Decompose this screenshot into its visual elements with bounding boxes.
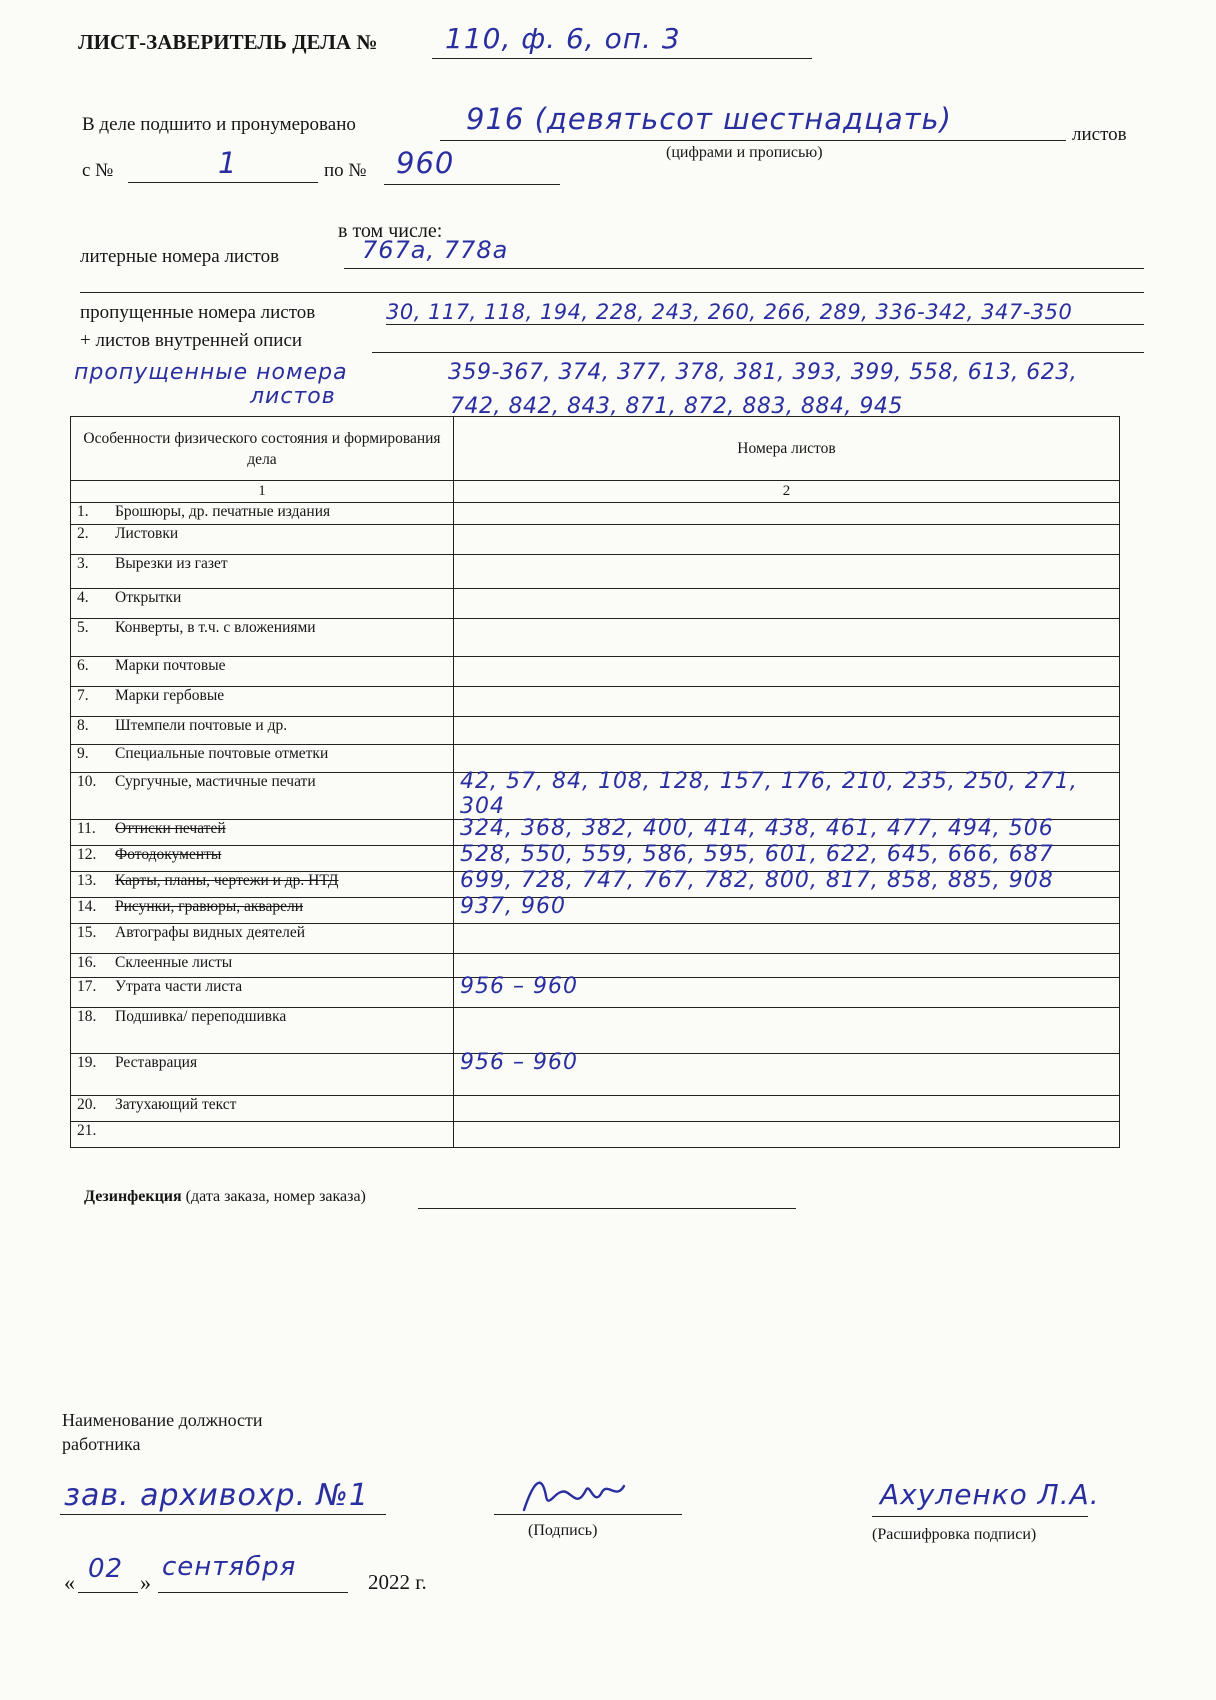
row-number: 3. <box>77 555 89 572</box>
row-label: Открытки <box>115 589 182 606</box>
row-feature-cell <box>71 687 454 717</box>
row-feature-cell <box>71 924 454 954</box>
row-sheet-numbers-cell <box>454 589 1120 619</box>
table-row <box>71 555 1120 589</box>
row-sheet-numbers-cell <box>454 687 1120 717</box>
count-label: В деле подшито и пронумеровано <box>82 114 356 135</box>
row-label: Автографы видных деятелей <box>115 924 306 941</box>
col2-header: Номера листов <box>454 417 1120 481</box>
row-sheet-numbers: 699, 728, 747, 767, 782, 800, 817, 858, 885, 908 <box>460 868 1054 893</box>
row-feature-cell <box>71 820 454 846</box>
table-body <box>71 503 1120 1148</box>
date-year: 2022 г. <box>368 1570 427 1594</box>
position-line <box>60 1514 386 1515</box>
range-from-value: 1 <box>218 146 238 180</box>
case-number-value: 110, ф. 6, оп. 3 <box>445 22 681 55</box>
row-label: Штемпели почтовые и др. <box>115 717 288 734</box>
letter-numbers-extra-line <box>80 292 1144 293</box>
row-feature-cell <box>71 1054 454 1096</box>
table-row <box>71 898 1120 924</box>
missing-numbers-line <box>386 324 1144 325</box>
row-number: 6. <box>77 657 89 674</box>
table-row <box>71 619 1120 657</box>
row-number: 4. <box>77 589 89 606</box>
row-sheet-numbers-cell <box>454 894 1120 924</box>
missing-numbers-value: 30, 117, 118, 194, 228, 243, 260, 266, 289, 336-342, 347-350 <box>386 300 1073 324</box>
decode-label: (Расшифровка подписи) <box>872 1526 1037 1543</box>
date-month-value: сентября <box>162 1552 297 1582</box>
row-number: 9. <box>77 745 89 762</box>
row-label: Специальные почтовые отметки <box>115 745 329 762</box>
row-feature-cell <box>71 872 454 898</box>
col1-header: Особенности физического состояния и формирования дела <box>71 417 454 481</box>
table-row <box>71 924 1120 954</box>
row-number: 8. <box>77 717 89 734</box>
row-number: 15. <box>77 924 97 941</box>
date-day-line <box>78 1592 138 1593</box>
range-to-label: по № <box>324 160 367 181</box>
row-number: 11. <box>77 820 96 837</box>
row-feature-cell <box>71 657 454 687</box>
row-feature-cell <box>71 898 454 924</box>
row-sheet-numbers-cell <box>454 717 1120 745</box>
signature-mark <box>520 1470 630 1520</box>
row-sheet-numbers-cell <box>454 769 1120 820</box>
row-label: Утрата части листа <box>115 978 243 995</box>
row-sheet-numbers: 956 – 960 <box>460 974 578 999</box>
letter-numbers-line <box>344 268 1144 269</box>
row-label: Конверты, в т.ч. с вложениями <box>115 619 316 636</box>
row-label: Марки почтовые <box>115 657 226 674</box>
range-from-line <box>128 182 318 183</box>
date-day-value: 02 <box>88 1554 124 1584</box>
letter-numbers-value: 767а, 778а <box>362 236 509 264</box>
position-value: зав. архивохр. №1 <box>64 1478 369 1513</box>
row-feature-cell <box>71 503 454 525</box>
row-number: 21. <box>77 1122 97 1139</box>
disinfection-label <box>84 1188 366 1206</box>
signature-line <box>494 1514 682 1515</box>
row-label: Рисунки, гравюры, акварели <box>115 898 304 915</box>
date-quote-close: » <box>140 1570 151 1595</box>
row-sheet-numbers-cell <box>454 1096 1120 1122</box>
table-row <box>71 503 1120 525</box>
table-row <box>71 1054 1120 1096</box>
missing-numbers-label: пропущенные номера листов <box>80 302 316 323</box>
date-month-line <box>158 1592 348 1593</box>
row-sheet-numbers: 42, 57, 84, 108, 128, 157, 176, 210, 235, 250, 271, 304 <box>460 769 1078 819</box>
row-number: 19. <box>77 1054 97 1071</box>
including-label: в том числе: <box>338 220 443 242</box>
row-number: 17. <box>77 978 97 995</box>
table-row <box>71 1122 1120 1148</box>
row-number: 2. <box>77 525 89 542</box>
row-number: 1. <box>77 503 89 520</box>
row-label: Брошюры, др. печатные издания <box>115 503 331 520</box>
disinfection-label-bold: Дезинфекция <box>84 1188 182 1205</box>
row-number: 10. <box>77 773 97 790</box>
table-row <box>71 717 1120 745</box>
col2-number: 2 <box>454 481 1120 503</box>
row-label: Склеенные листы <box>115 954 233 971</box>
row-label: Вырезки из газет <box>115 555 228 572</box>
col1-number: 1 <box>71 481 454 503</box>
row-sheet-numbers: 324, 368, 382, 400, 414, 438, 461, 477, 494, 506 <box>460 816 1054 841</box>
row-sheet-numbers: 956 – 960 <box>460 1050 578 1075</box>
row-feature-cell <box>71 525 454 555</box>
table-row <box>71 589 1120 619</box>
table-row <box>71 525 1120 555</box>
row-feature-cell <box>71 1008 454 1054</box>
row-number: 20. <box>77 1096 97 1113</box>
table-row <box>71 1008 1120 1054</box>
table-row <box>71 657 1120 687</box>
disinfection-line <box>418 1208 796 1209</box>
row-number: 18. <box>77 1008 97 1025</box>
count-line <box>440 140 1066 141</box>
row-feature-cell <box>71 978 454 1008</box>
row-feature-cell <box>71 555 454 589</box>
row-number: 5. <box>77 619 89 636</box>
count-hint: (цифрами и прописью) <box>666 144 823 161</box>
table-row <box>71 1096 1120 1122</box>
row-feature-cell <box>71 846 454 872</box>
range-from-label: с № <box>82 160 114 181</box>
row-label: Затухающий текст <box>115 1096 237 1113</box>
position-label-1: Наименование должности <box>62 1410 263 1430</box>
range-to-line <box>384 184 560 185</box>
row-sheet-numbers-cell <box>454 924 1120 954</box>
row-feature-cell <box>71 745 454 773</box>
row-label: Листовки <box>115 525 179 542</box>
row-feature-cell <box>71 1122 454 1148</box>
row-sheet-numbers-cell <box>454 503 1120 525</box>
row-feature-cell <box>71 589 454 619</box>
decode-value: Ахуленко Л.А. <box>880 1478 1100 1511</box>
row-label: Карты, планы, чертежи и др. НТД <box>115 872 339 889</box>
row-feature-cell <box>71 619 454 657</box>
row-sheet-numbers-cell <box>454 555 1120 589</box>
row-label: Сургучные, мастичные печати <box>115 773 316 790</box>
row-sheet-numbers-cell <box>454 1122 1120 1148</box>
row-sheet-numbers: 937, 960 <box>460 894 566 919</box>
row-feature-cell <box>71 773 454 820</box>
row-feature-cell <box>71 717 454 745</box>
row-number: 16. <box>77 954 97 971</box>
missing-note-label-1: пропущенные номера <box>74 360 348 385</box>
row-number: 14. <box>77 898 97 915</box>
row-label: Реставрация <box>115 1054 198 1071</box>
row-sheet-numbers-cell <box>454 1008 1120 1054</box>
row-label: Фотодокументы <box>115 846 222 863</box>
missing-note-label-2: листов <box>250 384 336 409</box>
date-quote-open: « <box>64 1570 75 1595</box>
range-to-value: 960 <box>396 146 455 180</box>
count-suffix: листов <box>1072 124 1127 145</box>
signature-label: (Подпись) <box>528 1522 598 1539</box>
row-label: Подшивка/ переподшивка <box>115 1008 287 1025</box>
row-feature-cell <box>71 1096 454 1122</box>
row-number: 13. <box>77 872 97 889</box>
inner-inventory-line <box>372 352 1144 353</box>
case-number-line <box>432 58 812 59</box>
row-sheet-numbers-cell <box>454 974 1120 1008</box>
row-number: 12. <box>77 846 97 863</box>
row-sheet-numbers: 528, 550, 559, 586, 595, 601, 622, 645, 666, 687 <box>460 842 1054 867</box>
page-title: ЛИСТ-ЗАВЕРИТЕЛЬ ДЕЛА № <box>78 30 378 54</box>
count-value: 916 (девятьсот шестнадцать) <box>466 102 952 136</box>
row-sheet-numbers-cell <box>454 1050 1120 1096</box>
missing-note-values-2: 742, 842, 843, 871, 872, 883, 884, 945 <box>450 394 903 419</box>
row-sheet-numbers-cell <box>454 619 1120 657</box>
row-label: Марки гербовые <box>115 687 225 704</box>
table-row <box>71 773 1120 820</box>
disinfection-label-rest: (дата заказа, номер заказа) <box>185 1188 366 1205</box>
decode-line <box>872 1516 1088 1517</box>
row-sheet-numbers-cell <box>454 525 1120 555</box>
inner-inventory-label: + листов внутренней описи <box>80 330 303 351</box>
row-number: 7. <box>77 687 89 704</box>
row-feature-cell <box>71 954 454 978</box>
position-label-2: работника <box>62 1434 141 1454</box>
letter-numbers-label: литерные номера листов <box>80 246 280 267</box>
missing-note-values-1: 359-367, 374, 377, 378, 381, 393, 399, 558, 613, 623, <box>448 360 1078 385</box>
row-label: Оттиски печатей <box>115 820 226 837</box>
physical-state-table <box>70 416 1120 1148</box>
table-row <box>71 687 1120 717</box>
row-sheet-numbers-cell <box>454 657 1120 687</box>
table-row <box>71 978 1120 1008</box>
